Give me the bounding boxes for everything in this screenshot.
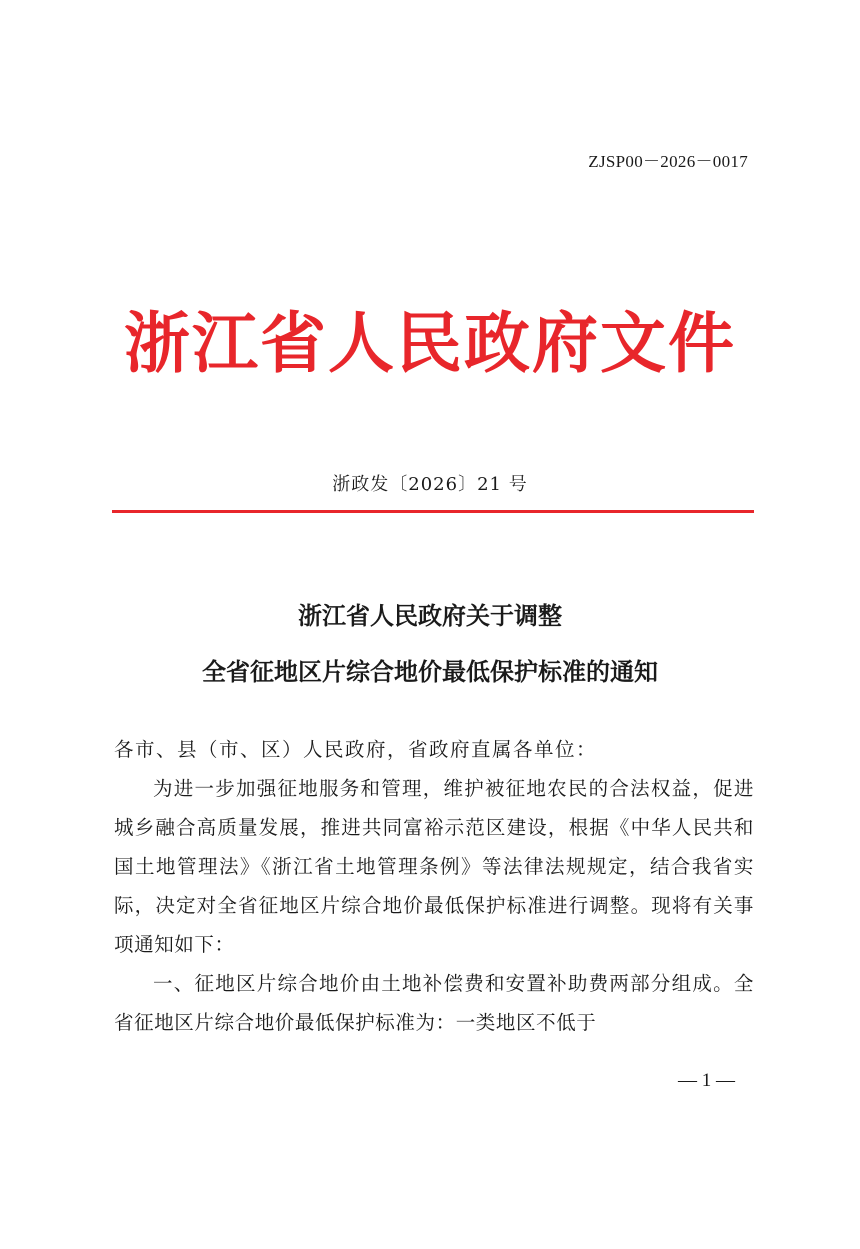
paragraph-1: 为进一步加强征地服务和管理，维护被征地农民的合法权益，促进城乡融合高质量发展，推进共同富裕示范区建设，根据《中华人民共和国土地管理法》《浙江省土地管理条例》等法律法规规定，结合我省实际，决定对全省征地区片综合地价最低保护标准进行调整。现将有关事项通知如下： bbox=[114, 777, 754, 956]
page-number: — 1 — bbox=[678, 1070, 735, 1091]
document-code: ZJSP00－2026－0017 bbox=[588, 152, 748, 171]
document-title bbox=[0, 588, 860, 700]
document-body bbox=[114, 730, 754, 1042]
document-number: 浙政发〔2026〕21 号 bbox=[332, 474, 528, 495]
salutation: 各市、县（市、区）人民政府，省政府直属各单位： bbox=[114, 738, 598, 761]
title-line-2: 全省征地区片综合地价最低保护标准的通知 bbox=[202, 658, 658, 686]
masthead-title: 浙江省人民政府文件 bbox=[124, 304, 736, 382]
paragraph-2: 一、征地区片综合地价由土地补偿费和安置补助费两部分组成。全省征地区片综合地价最低保护标准为：一类地区不低于 bbox=[114, 972, 754, 1034]
title-line-1: 浙江省人民政府关于调整 bbox=[298, 602, 562, 630]
red-divider-line bbox=[112, 510, 754, 513]
